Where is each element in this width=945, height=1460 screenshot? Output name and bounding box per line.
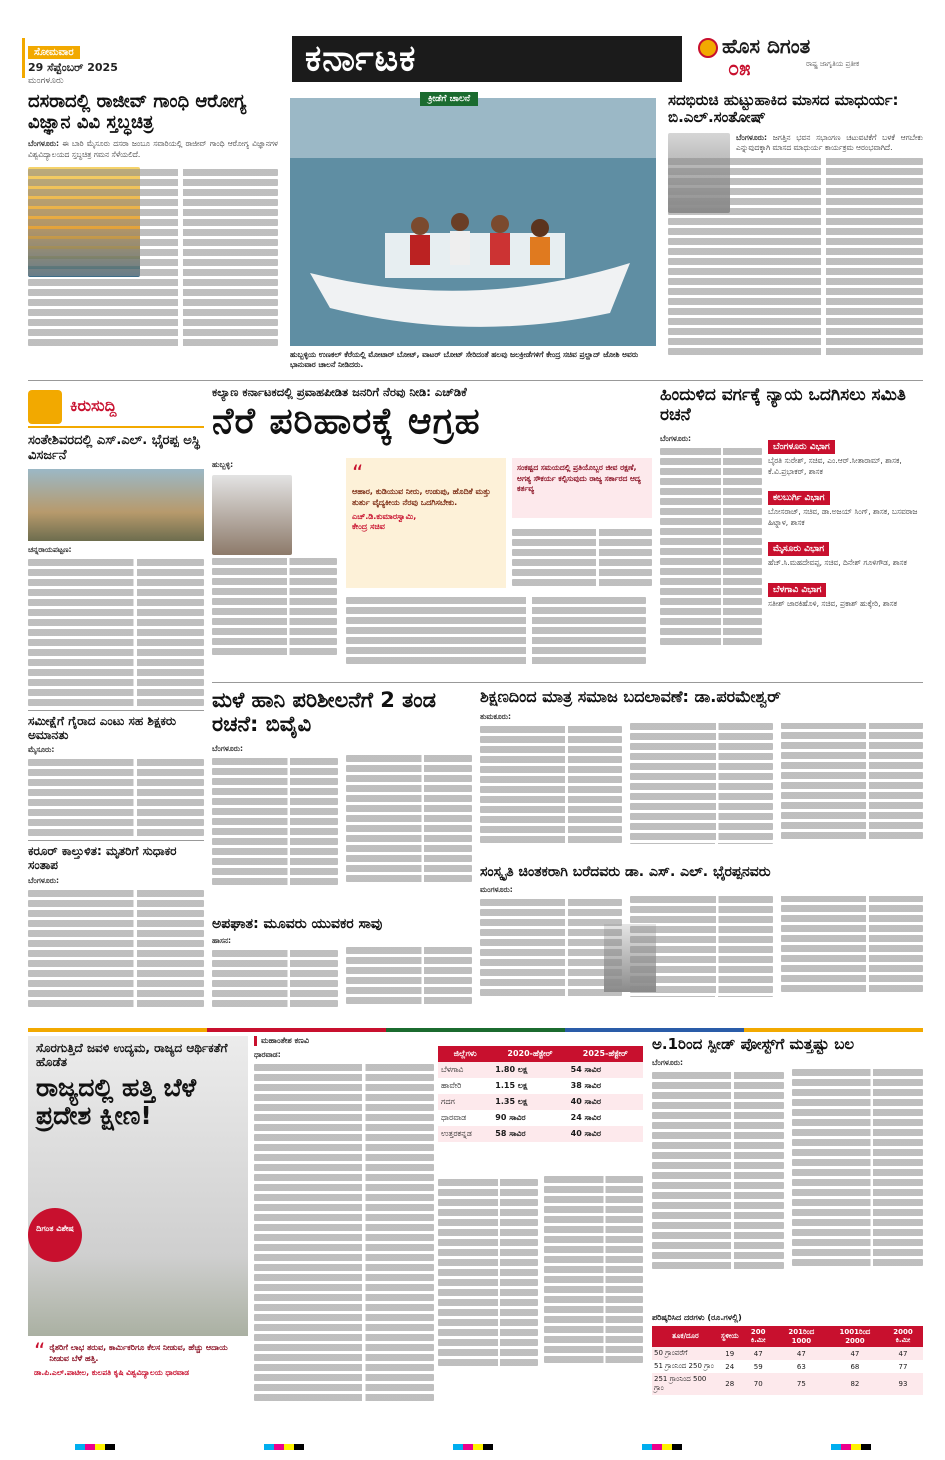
education-dateline: ತುಮಕೂರು:: [480, 712, 512, 722]
brand-block: [698, 34, 923, 82]
cotton-kicker: ಸೊರಗುತ್ತಿದೆ ಜವಳಿ ಉದ್ಯಮ, ರಾಜ್ಯದ ಆರ್ಥಿಕತೆಗೆ ಹೊಡೆತ: [36, 1041, 228, 1069]
cotton-th-2020: 2020-ಹೆಕ್ಟೇರ್: [507, 1049, 553, 1058]
cmyk-mark: [264, 1444, 304, 1450]
table-row: 51 ಗ್ರಾಂನಿಂದ 250 ಗ್ರಾಂ 24 59 63 68 77: [654, 1362, 908, 1371]
table-row: ಧಾರವಾಡ 90 ಸಾವಿರ 24 ಸಾವಿರ: [441, 1113, 602, 1122]
hdk-body-col1: [212, 558, 337, 655]
cotton-body-col2: [438, 1176, 643, 1368]
hdk-story: [212, 386, 652, 676]
bhyrappa-headline: ಸಂಸ್ಕೃತಿ ಚಿಂತಕರಾಗಿ ಬರೆದವರು ಡಾ. ಎಸ್. ಎಲ್. ಭೈರಪ್ಪನವರು: [480, 864, 771, 880]
kiru-item1-title: ಸಂತೇಶಿವರದಲ್ಲಿ ಎಸ್.ಎಲ್. ಭೈರಪ್ಪ ಅಸ್ಥಿ ವಿಸರ್ಜನೆ: [28, 433, 201, 463]
table-row: 50 ಗ್ರಾಂವರೆಗೆ 19 47 47 47 47: [652, 1347, 923, 1360]
rain-dateline: ಬೆಂಗಳೂರು:: [212, 744, 244, 754]
cotton-th-2025: 2025-ಹೆಕ್ಟೇರ್: [582, 1049, 628, 1058]
cotton-dateline: ಧಾರವಾಡ:: [254, 1050, 281, 1059]
division-1: [768, 434, 923, 477]
backward-headline: ಹಿಂದುಳಿದ ವರ್ಗಕ್ಕೆ ನ್ಯಾಯ ಒದಗಿಸಲು ಸಮಿತಿ ರಚನೆ: [660, 385, 906, 425]
kiru-item1-dateline: ಚನ್ನರಾಯಪಟ್ಟಣ:: [28, 544, 72, 554]
brand-logo-icon: [698, 38, 718, 58]
rajiv-dateline: ಬೆಂಗಳೂರು:: [28, 139, 60, 149]
bhyrappa-dateline: ಮಂಗಳೂರು:: [480, 885, 513, 895]
cotton-table-header: [438, 1046, 643, 1062]
rajiv-lead: ಈ ಬಾರಿ ಮೈಸೂರು ದಸರಾ ಜಂಬೂ ಸವಾರಿಯಲ್ಲಿ ರಾಜೀವ್ ಗಾಂಧಿ ಆರೋಗ್ಯ ವಿಜ್ಞಾನಗಳ ವಿಶ್ವವಿದ್ಯಾಲಯದ ಸ್ತಬ್ಧಚಿತ್ರ ಗಮನ ಸೆಳೆಯಲಿದೆ.: [28, 139, 278, 160]
city-label: ಮಂಗಳೂರು: [28, 76, 64, 86]
cotton-headline: ರಾಜ್ಯದಲ್ಲಿ ಹತ್ತಿ ಬೆಳೆ ಪ್ರದೇಶ ಕ್ಷೀಣ!: [36, 1072, 197, 1131]
registration-marks: [0, 1442, 945, 1452]
kirusuddi-header: [28, 386, 204, 428]
division-1-members: ಬೈರತಿ ಸುರೇಶ್, ಸಚಿವ, ಎಂ.ಆರ್.ಸೀತಾರಾಮ್, ಶಾಸಕ, ಕೆ.ವಿ.ಪ್ರಭಾಕರ್, ಶಾಸಕ: [768, 456, 902, 476]
hdk-dateline: ಹುಬ್ಬಳ್ಳಿ:: [212, 460, 234, 469]
section-title: ಕರ್ನಾಟಕ: [305, 38, 417, 79]
page-number: ೦೫: [728, 56, 751, 80]
brand-tagline: ರಾಷ್ಟ್ರ ಜಾಗೃತಿಯ ಪ್ರತೀಕ: [806, 60, 860, 68]
table-row: ಉತ್ತರಕನ್ನಡ 58 ಸಾವಿರ 40 ಸಾವಿರ: [438, 1126, 643, 1142]
backward-dateline: ಬೆಂಗಳೂರು:: [660, 434, 692, 443]
brand-name: ಹೊಸ ದಿಗಂತ: [722, 34, 811, 58]
bhyrappa-body: [480, 896, 923, 997]
table-row: ಗದಗ 1.35 ಲಕ್ಷ 40 ಸಾವಿರ: [438, 1094, 643, 1110]
table-row: ಬೆಳಗಾವಿ 1.80 ಲಕ್ಷ 54 ಸಾವಿರ: [438, 1062, 643, 1078]
education-body: [480, 723, 923, 844]
kirusuddi-brand: ಕಿರುಸುದ್ದಿ: [70, 396, 117, 415]
cotton-story: [28, 1036, 643, 1436]
rajiv-story: [28, 92, 278, 374]
hdk-sidebar-box: [512, 458, 652, 518]
division-3-name: ಮೈಸೂರು ವಿಭಾಗ: [768, 542, 829, 556]
santosh-lead: ಜಗತ್ತಿನ ಭವನ ಸಭಾಂಗಣ ಚಟುವಟಿಕೆಗೆ ಬಳಕೆ ಆಗಬೇಕು ಎನ್ನುವುದಕ್ಕಾಗಿ ಮಾಸದ ಮಾಧುರ್ಯ ಕಾರ್ಯಕ್ರಮ ಆರಂಭವಾಗಿದೆ.: [736, 132, 923, 153]
cmyk-mark: [831, 1444, 871, 1450]
division-1-name: ಬೆಂಗಳೂರು ವಿಭಾಗ: [768, 440, 835, 454]
corner-accent: [22, 38, 25, 78]
hdk-quote-box: [346, 458, 506, 588]
hdk-quote-role: ಕೇಂದ್ರ ಸಚಿವ: [352, 522, 385, 532]
photo-label: ಕ್ರೀಡೆಗೆ ಚಾಲನೆ: [420, 92, 478, 106]
santosh-headline: ಸದಭಿರುಚಿ ಹುಟ್ಟುಹಾಕಿದ ಮಾಸದ ಮಾಧುರ್ಯ: ಬಿ.ಎಲ್.ಸಂತೋಷ್: [668, 91, 899, 127]
cotton-quote-author: ಡಾ.ಪಿ.ಎಲ್.ಪಾಟೀಲ, ಕುಲಪತಿ ಕೃಷಿ ವಿಶ್ವವಿದ್ಯಾಲಯ ಧಾರವಾಡ: [34, 1368, 190, 1378]
speedpost-table-header: ತೂಕ/ದೂರ ಸ್ಥಳೀಯ 200 ಕಿ.ಮೀ 201ರಿಂದ 1000 1001ರಿಂದ 2000 2000 ಕಿ.ಮೀ: [652, 1326, 923, 1347]
cotton-byline: ಮಹಾಂತೇಶ ಕಣವಿ: [254, 1036, 434, 1046]
hdk-kicker: ಕಲ್ಯಾಣ ಕರ್ನಾಟಕದಲ್ಲಿ ಪ್ರವಾಹಪೀಡಿತ ಜನರಿಗೆ ನೆರವು ನೀಡಿ: ಎಚ್‌ಡಿಕೆ: [212, 385, 467, 399]
kirusuddi-column: [28, 386, 204, 1022]
cotton-th-district: ಜಿಲ್ಲೆಗಳು: [453, 1049, 477, 1058]
cotton-quote-box: [28, 1336, 248, 1436]
santosh-story: [668, 92, 923, 374]
photo-caption: ಹುಬ್ಬಳ್ಳಿಯ ಉಣಕಲ್ ಕೆರೆಯಲ್ಲಿ ಮೋಟಾರ್ ಬೋಟ್, ವಾಟರ್ ಬೋಟ್ ಸೇರಿದಂತೆ ಹಲವು ಜಲಕ್ರೀಡೆಗಳಿಗೆ ಕೇಂದ್ರ ಸಚಿವ ಪ್ರಲ್ಹಾದ್ ಜೋಶಿ ಅವರು ಭಾನುವಾರ ಚಾಲನೆ ನೀಡಿದರು.: [290, 350, 639, 370]
kiru-item3-dateline: ಬೆಂಗಳೂರು:: [28, 875, 60, 885]
bhyrappa-story: [480, 864, 923, 1022]
accident-dateline: ಹಾಸನ:: [212, 936, 231, 946]
division-2-members: ಬೋಸರಾಜ್, ಸಚಿವ, ಡಾ.ಅಜಯ್ ಸಿಂಗ್, ಶಾಸಕ, ಬಸವರಾಜ ಹಿಟ್ನಾಳ, ಶಾಸಕ: [768, 507, 918, 527]
santosh-body: [668, 158, 923, 355]
kiru-item2-body: [28, 759, 204, 836]
division-4-members: ಸತೀಶ್ ಜಾರಕಿಹೊಳಿ, ಸಚಿವ, ಪ್ರಕಾಶ್ ಹುಕ್ಕೇರಿ, ಶಾಸಕ: [768, 598, 898, 608]
kiru-item2-dateline: ಮೈಸೂರು:: [28, 745, 55, 755]
division-3-members: ಹೆಚ್.ಸಿ.ಮಹದೇವಪ್ಪ, ಸಚಿವ, ದಿನೇಶ್ ಗೂಳಿಗೌಡ, ಶಾಸಕ: [768, 558, 907, 567]
table-row: 251 ಗ್ರಾಂನಿಂದ 500 ಗ್ರಾಂ 28 70 75 82 93: [652, 1373, 923, 1395]
education-headline: ಶಿಕ್ಷಣದಿಂದ ಮಾತ್ರ ಸಮಾಜ ಬದಲಾವಣೆ: ಡಾ.ಪರಮೇಶ್ವರ್: [480, 687, 781, 706]
division-2-name: ಕಲಬುರ್ಗಿ ವಿಭಾಗ: [768, 491, 830, 505]
speedpost-rate-table: [652, 1326, 923, 1395]
cotton-badge-text: ದಿಗಂತ ವಿಶೇಷ: [36, 1224, 74, 1233]
main-photo-block: [290, 92, 656, 374]
division-2: [768, 485, 923, 528]
kiru-item1-photo: [28, 469, 204, 541]
kiru-item3-body: [28, 890, 204, 1007]
cotton-area-table: [438, 1046, 643, 1142]
accident-headline: ಅಪಘಾತ: ಮೂವರು ಯುವಕರ ಸಾವು: [212, 916, 383, 932]
color-strip: [28, 1028, 923, 1032]
division-4-name: ಬೆಳಗಾವಿ ವಿಭಾಗ: [768, 583, 826, 597]
division-3: [768, 536, 923, 569]
kirusuddi-hand-icon: [28, 390, 62, 424]
backward-body: [660, 448, 762, 645]
masthead: [0, 0, 945, 86]
division-4: [768, 577, 923, 610]
hdk-body-col3: [512, 526, 652, 589]
cotton-quote-icon: “: [34, 1340, 46, 1365]
hdk-photo: [212, 475, 292, 555]
date-label: 29 ಸೆಪ್ಟೆಂಬರ್ 2025: [28, 61, 118, 74]
hdk-quote-author: ಎಚ್.ಡಿ.ಕುಮಾರಸ್ವಾಮಿ,: [352, 512, 417, 522]
speedpost-headline: ಅ.1ರಿಂದ ಸ್ಪೀಡ್ ಪೋಸ್ಟ್‌ಗೆ ಮತ್ತಷ್ಟು ಬಲ: [652, 1035, 855, 1053]
speedpost-story: [652, 1036, 923, 1436]
cmyk-mark: [453, 1444, 493, 1450]
boat-illustration: [290, 98, 656, 346]
speedpost-dateline: ಬೆಂಗಳೂರು:: [652, 1058, 684, 1068]
rain-story: [212, 688, 472, 910]
division-list: [768, 434, 923, 609]
rain-body: [212, 755, 472, 887]
education-story: [480, 688, 923, 860]
table-row: ಹಾವೇರಿ 1.15 ಲಕ್ಷ 38 ಸಾವಿರ: [441, 1081, 602, 1090]
hdk-quote-text: ಆಹಾರ, ಕುಡಿಯುವ ನೀರು, ಉಡುಪು, ಹೊದಿಕೆ ಮತ್ತು ತುರ್ತು ವೈದ್ಯಕೀಯ ನೆರವು ಒದಗಿಸಬೇಕು.: [352, 487, 491, 508]
rajiv-headline: ದಸರಾದಲ್ಲಿ ರಾಜೀವ್ ಗಾಂಧಿ ಆರೋಗ್ಯ ವಿಜ್ಞಾನ ವಿವಿ ಸ್ತಬ್ಧಚಿತ್ರ: [28, 91, 247, 133]
cotton-hero: [28, 1036, 248, 1436]
quote-mark-icon: “: [352, 462, 364, 487]
hdk-headline: ನೆರೆ ಪರಿಹಾರಕ್ಕೆ ಆಗ್ರಹ: [212, 401, 481, 443]
kiru-item1-body: [28, 559, 204, 706]
backward-story: [660, 386, 923, 676]
day-label: ಸೋಮವಾರ: [28, 46, 80, 59]
hdk-body-col2: [346, 594, 646, 667]
cmyk-mark: [75, 1444, 115, 1450]
hdk-sidebar-text: ಸಂಕಷ್ಟದ ಸಮಯದಲ್ಲಿ ಪ್ರತಿಯೊಬ್ಬರ ಜೀವ ರಕ್ಷಣೆ, ಅಗತ್ಯ ಸೌಕರ್ಯ ಕಲ್ಪಿಸುವುದು ರಾಜ್ಯ ಸರ್ಕಾರದ ಆದ್ಯ ಕರ್ತವ್ಯ: [517, 463, 641, 493]
speedpost-body: [652, 1069, 923, 1309]
cmyk-mark: [642, 1444, 682, 1450]
boat-photo: [290, 98, 656, 346]
accident-body: [212, 947, 472, 1009]
speedpost-table-title: ಪರಿಷ್ಕರಿಸಿದ ದರಗಳು (ರೂ.ಗಳಲ್ಲಿ): [652, 1313, 742, 1323]
santosh-dateline: ಬೆಂಗಳೂರು:: [736, 132, 768, 142]
kiru-item3-title: ಕರೂರ್ ಕಾಲ್ತುಳಿತ: ಮೃತರಿಗೆ ಸುಧಾಕರ ಸಂತಾಪ: [28, 844, 177, 873]
dateline-block: [28, 40, 198, 86]
rain-headline: ಮಳೆ ಹಾನಿ ಪರಿಶೀಲನೆಗೆ 2 ತಂಡ ರಚನೆ: ಬಿವೈವಿ: [212, 688, 436, 737]
cotton-body-col1: [254, 1064, 434, 1401]
cotton-badge: [28, 1208, 82, 1262]
cotton-quote-text: ರೈತರಿಗೆ ಲಾಭ ತರುವ, ಕಾರ್ಮಿಕರಿಗೂ ಕೆಲಸ ನೀಡುವ, ಹೆಚ್ಚು ಆದಾಯ ನೀಡುವ ಬೆಳೆ ಹತ್ತಿ.: [49, 1343, 228, 1364]
accident-story: [212, 916, 472, 1022]
divider-row1: [28, 380, 923, 381]
kiru-item2-title: ಸಮೀಕ್ಷೆಗೆ ಗೈರಾದ ಎಂಟು ಸಹ ಶಿಕ್ಷಕರು ಅಮಾನತು: [28, 713, 177, 742]
